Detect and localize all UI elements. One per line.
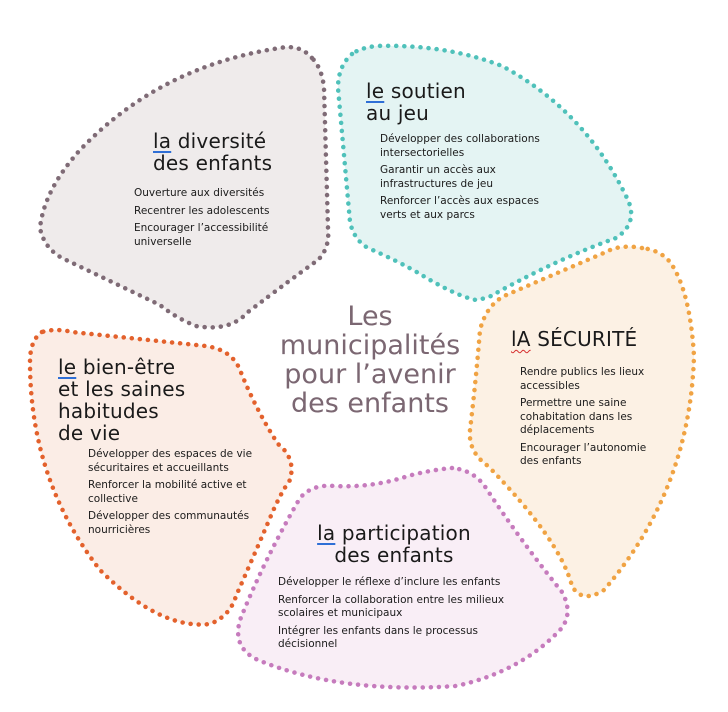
securite-items — [520, 366, 665, 473]
diversite-items — [134, 187, 294, 253]
bienetre-title-line3: habitudes — [58, 399, 159, 423]
center-line-4: des enfants — [291, 388, 449, 419]
participation-item: Développer le réflexe d’inclure les enfants — [278, 576, 501, 588]
jeu-item: Développer des collaborations intersectorielles — [380, 133, 540, 159]
center-title — [255, 302, 485, 418]
jeu-title — [366, 80, 466, 124]
diversite-title — [153, 130, 272, 174]
jeu-items — [380, 133, 560, 226]
jeu-title-article: le — [366, 79, 385, 103]
bienetre-items — [88, 448, 263, 541]
securite-title-article: lA — [511, 327, 531, 351]
diversite-item: Ouverture aux diversités — [134, 187, 265, 199]
participation-items — [278, 576, 528, 656]
securite-item: Rendre publics les lieux accessibles — [520, 366, 645, 392]
securite-title-rest: SÉCURITÉ — [530, 327, 638, 351]
bienetre-title — [58, 356, 185, 444]
center-line-3: pour l’avenir — [284, 359, 456, 390]
securite-item: Encourager l’autonomie des enfants — [520, 441, 647, 467]
jeu-title-line2: au jeu — [366, 101, 430, 125]
center-line-1: Les — [347, 301, 393, 332]
participation-title-rest: participation — [335, 521, 471, 545]
jeu-item: Renforcer l’accès aux espaces verts et aux parcs — [380, 195, 539, 221]
diversite-title-rest: diversité — [171, 129, 267, 153]
bienetre-title-article: le — [58, 355, 77, 379]
participation-item: Renforcer la collaboration entre les milieux scolaires et municipaux — [278, 593, 505, 619]
bienetre-item: Renforcer la mobilité active et collective — [88, 479, 247, 505]
participation-item: Intégrer les enfants dans le processus décisionnel — [278, 624, 478, 650]
diversite-item: Encourager l’accessibilité universelle — [134, 222, 269, 248]
diversite-title-line2: des enfants — [153, 151, 273, 175]
securite-title — [511, 328, 637, 350]
securite-item: Permettre une saine cohabitation dans les déplacements — [520, 397, 633, 436]
center-line-2: municipalités — [279, 330, 461, 361]
bienetre-item: Développer des espaces de vie sécuritaires et accueillants — [88, 448, 253, 474]
bienetre-item: Développer des communautés nourricières — [88, 510, 250, 536]
bienetre-title-rest: bien-être — [76, 355, 176, 379]
jeu-item: Garantir un accès aux infrastructures de jeu — [380, 164, 496, 190]
diversite-title-article: la — [153, 129, 172, 153]
participation-title-line2: des enfants — [334, 543, 454, 567]
participation-title — [294, 522, 494, 566]
jeu-title-rest: soutien — [384, 79, 466, 103]
diversite-item: Recentrer les adolescents — [134, 204, 270, 217]
bienetre-title-line2: et les saines — [58, 377, 186, 401]
bienetre-title-line4: de vie — [58, 421, 121, 445]
participation-title-article: la — [317, 521, 336, 545]
